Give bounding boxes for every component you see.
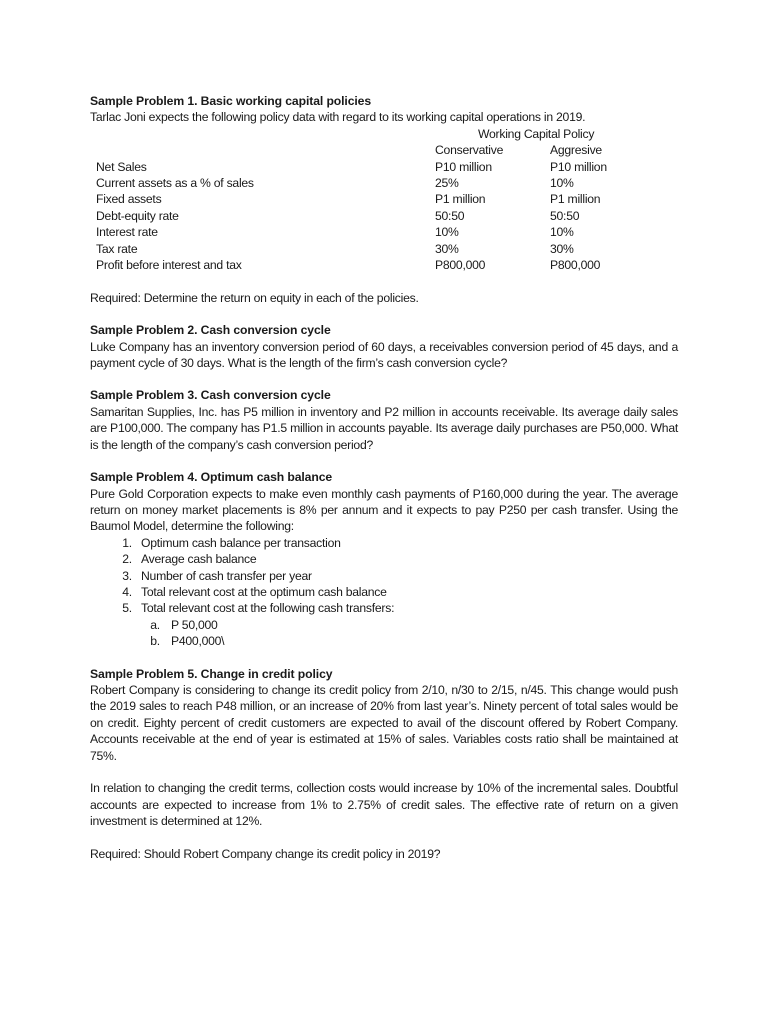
conservative-value: P10 million [435,159,492,174]
list-item: 2. Average cash balance [135,551,678,567]
table-row [90,224,678,240]
row-label: Profit before interest and tax [96,258,242,273]
problem-5-para-2: In relation to changing the credit terms, collection costs would increase by 10% of the incremental sales. Doubtful accounts are expected to increase from 1% to 2.75% of credit sales. The effective rate of return on a given investment is determined at 12%. [90,781,678,829]
problem-1-heading: Sample Problem 1. Basic working capital policies [90,94,372,108]
list-item-text: Total relevant cost at the following cash transfers: [141,601,395,616]
problem-3-heading: Sample Problem 3. Cash conversion cycle [90,388,331,403]
row-label: Current assets as a % of sales [96,176,254,191]
problem-2-heading: Sample Problem 2. Cash conversion cycle [90,323,331,338]
problem-5-para-1: Robert Company is considering to change its credit policy from 2/10, n/30 to 2/15, n/45. This change would push the 2019 sales to reach P48 million, or an increase of 20% from last year’s. Ninety percent of total sales would be on credit. Eighty percent of credit customers are expected to avail of the discount offered by Robert Company. Accounts receivable at the end of year is estimated at 15% of sales. Variables costs ratio shall be maintained at 75%. [90,682,678,763]
problem-3-body: Samaritan Supplies, Inc. has P5 million in inventory and P2 million in accounts receivable. Its average daily sales are P100,000. The company has P1.5 million in accounts payable. Its average daily purchases are P50,000. What is the length of the company’s cash conversion period? [90,404,678,452]
column-header-aggressive: Aggresive [550,143,602,158]
aggressive-value: P800,000 [550,258,601,273]
problem-1-intro: Tarlac Joni expects the following policy data with regard to its working capital operations in 2019. [90,110,586,125]
policy-table-title: Working Capital Policy [478,126,595,141]
list-item: 3. Number of cash transfer per year [135,568,678,584]
problem-5 [90,666,678,863]
sub-list-item: b. P400,000\ [163,633,678,649]
aggressive-value: 30% [550,241,574,256]
problem-1 [90,93,678,306]
row-label: Tax rate [96,241,138,256]
aggressive-value: 10% [550,225,574,240]
problem-4-body: Pure Gold Corporation expects to make even monthly cash payments of P160,000 during the year. The average return on money market placements is 8% per annum and it expects to pay P250 per cash transfer. Using the Baumol Model, determine the following: [90,486,678,534]
aggressive-value: 10% [550,176,574,191]
row-label: Interest rate [96,225,158,240]
column-header-conservative: Conservative [435,143,504,158]
row-label: Net Sales [96,159,147,174]
conservative-value: 10% [435,225,459,240]
policy-table [90,126,678,274]
table-row [90,191,678,207]
conservative-value: 25% [435,176,459,191]
aggressive-value: 50:50 [550,208,580,223]
aggressive-value: P10 million [550,159,607,174]
problem-4-list [90,535,678,650]
problem-4 [90,469,678,649]
table-row [90,257,678,273]
problem-1-required: Required: Determine the return on equity in each of the policies. [90,290,419,305]
table-row [90,175,678,191]
list-item: 4. Total relevant cost at the optimum cash balance [135,584,678,600]
problem-2 [90,322,678,371]
problem-2-body: Luke Company has an inventory conversion period of 60 days, a receivables conversion period of 45 days, and a payment cycle of 30 days. What is the length of the firm’s cash conversion cycle? [90,339,678,371]
problem-3 [90,387,678,453]
row-label: Debt-equity rate [96,208,179,223]
conservative-value: P800,000 [435,258,486,273]
list-item [135,600,678,649]
table-row [90,241,678,257]
table-row [90,159,678,175]
list-item: 1. Optimum cash balance per transaction [135,535,678,551]
table-row [90,208,678,224]
problem-5-required: Required: Should Robert Company change its credit policy in 2019? [90,847,441,862]
problem-4-sublist [141,617,678,650]
conservative-value: P1 million [435,192,486,207]
sub-list-item: a. P 50,000 [163,617,678,633]
problem-5-heading: Sample Problem 5. Change in credit policy [90,666,333,681]
problem-4-heading: Sample Problem 4. Optimum cash balance [90,470,333,485]
conservative-value: 30% [435,241,459,256]
policy-table-header-row [90,142,678,158]
policy-table-title-row [90,126,678,142]
aggressive-value: P1 million [550,192,601,207]
document-page [90,93,678,878]
row-label: Fixed assets [96,192,162,207]
conservative-value: 50:50 [435,208,465,223]
